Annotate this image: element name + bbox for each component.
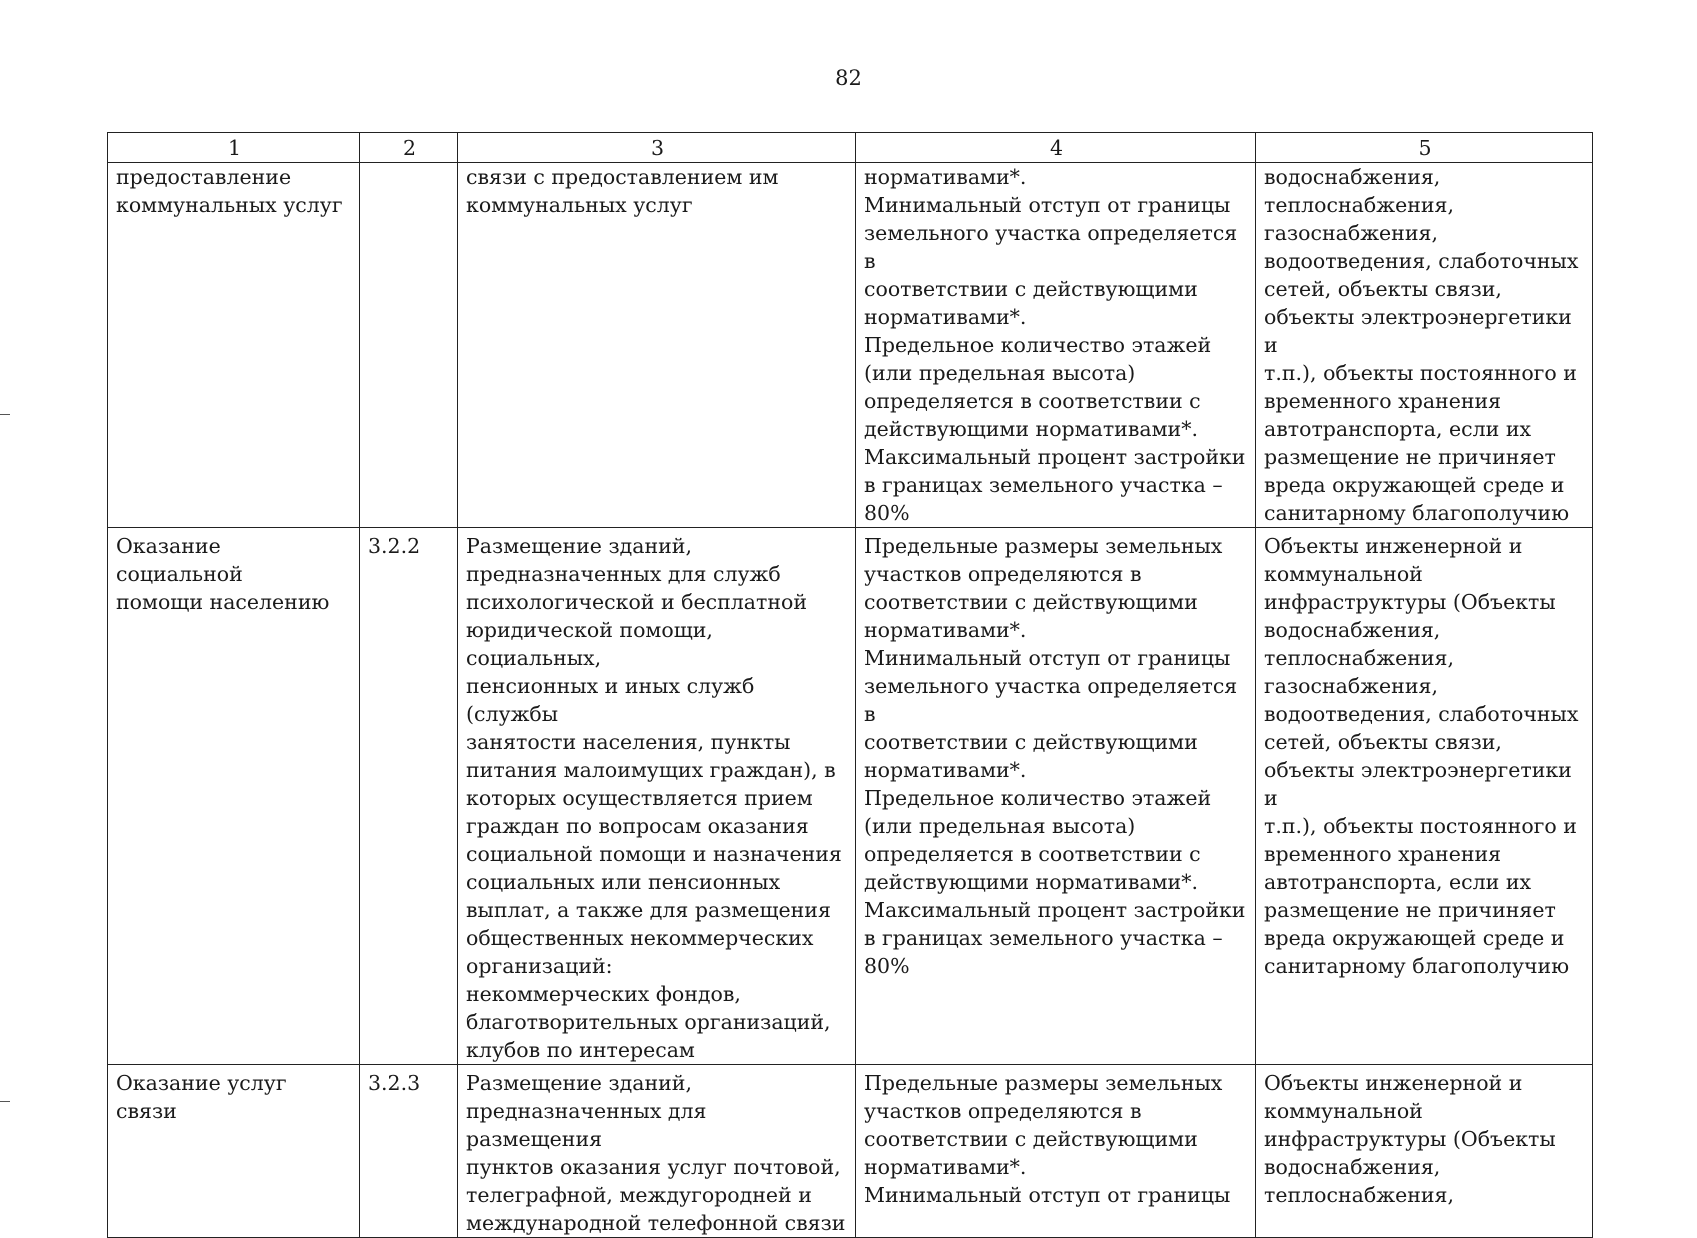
column-header: 5 [1256, 133, 1593, 163]
use-type-name-cell: предоставление коммунальных услуг [108, 163, 360, 528]
column-header: 1 [108, 133, 360, 163]
use-type-code-cell [360, 163, 458, 528]
use-description-cell: Размещение зданий, предназначенных для размещения пунктов оказания услуг почтовой, телеграфной, междугородней и международной телефонной связи [458, 1065, 856, 1238]
use-type-code-cell: 3.2.2 [360, 528, 458, 1065]
column-header: 2 [360, 133, 458, 163]
auxiliary-objects-cell: Объекты инженерной и коммунальной инфраструктуры (Объекты водоснабжения, теплоснабжения, газоснабжения, водоотведения, слаботочных сетей, объекты связи, объекты электроэнергетики и т.п.), объекты постоянного и временного хранения автотранспорта, если их размещение не причиняет вреда окружающей среде и санитарному благополучию [1256, 528, 1593, 1065]
column-header: 4 [856, 133, 1256, 163]
parameters-cell: нормативами*. Минимальный отступ от границы земельного участка определяется в соответствии с действующими нормативами*. Предельное количество этажей (или предельная высота) определяется в соответствии с действующими нормативами*. Максимальный процент застройки в границах земельного участка – 80% [856, 163, 1256, 528]
parameters-cell: Предельные размеры земельных участков определяются в соответствии с действующими нормативами*. Минимальный отступ от границы [856, 1065, 1256, 1238]
page-number: 82 [835, 66, 862, 90]
table-row [108, 163, 1593, 528]
parameters-cell: Предельные размеры земельных участков определяются в соответствии с действующими нормативами*. Минимальный отступ от границы земельного участка определяется в соответствии с действующими нормативами*. Предельное количество этажей (или предельная высота) определяется в соответствии с действующими нормативами*. Максимальный процент застройки в границах земельного участка – 80% [856, 528, 1256, 1065]
use-type-code-cell: 3.2.3 [360, 1065, 458, 1238]
column-header: 3 [458, 133, 856, 163]
auxiliary-objects-cell: водоснабжения, теплоснабжения, газоснабжения, водоотведения, слаботочных сетей, объекты связи, объекты электроэнергетики и т.п.), объекты постоянного и временного хранения автотранспорта, если их размещение не причиняет вреда окружающей среде и санитарному благополучию [1256, 163, 1593, 528]
scan-edge-mark [0, 414, 10, 415]
use-description-cell: Размещение зданий, предназначенных для служб психологической и бесплатной юридической помощи, социальных, пенсионных и иных служб (службы занятости населения, пункты питания малоимущих граждан), в которых осуществляется прием граждан по вопросам оказания социальной помощи и назначения социальных или пенсионных выплат, а также для размещения общественных некоммерческих организаций: некоммерческих фондов, благотворительных организаций, клубов по интересам [458, 528, 856, 1065]
table-row [108, 528, 1593, 1065]
table-header-row [108, 133, 1593, 163]
use-type-name-cell: Оказание социальной помощи населению [108, 528, 360, 1065]
use-type-name-cell: Оказание услуг связи [108, 1065, 360, 1238]
use-description-cell: связи с предоставлением им коммунальных услуг [458, 163, 856, 528]
land-use-table [107, 132, 1593, 1238]
auxiliary-objects-cell: Объекты инженерной и коммунальной инфраструктуры (Объекты водоснабжения, теплоснабжения, [1256, 1065, 1593, 1238]
scan-edge-mark [0, 1101, 10, 1102]
table-row [108, 1065, 1593, 1238]
